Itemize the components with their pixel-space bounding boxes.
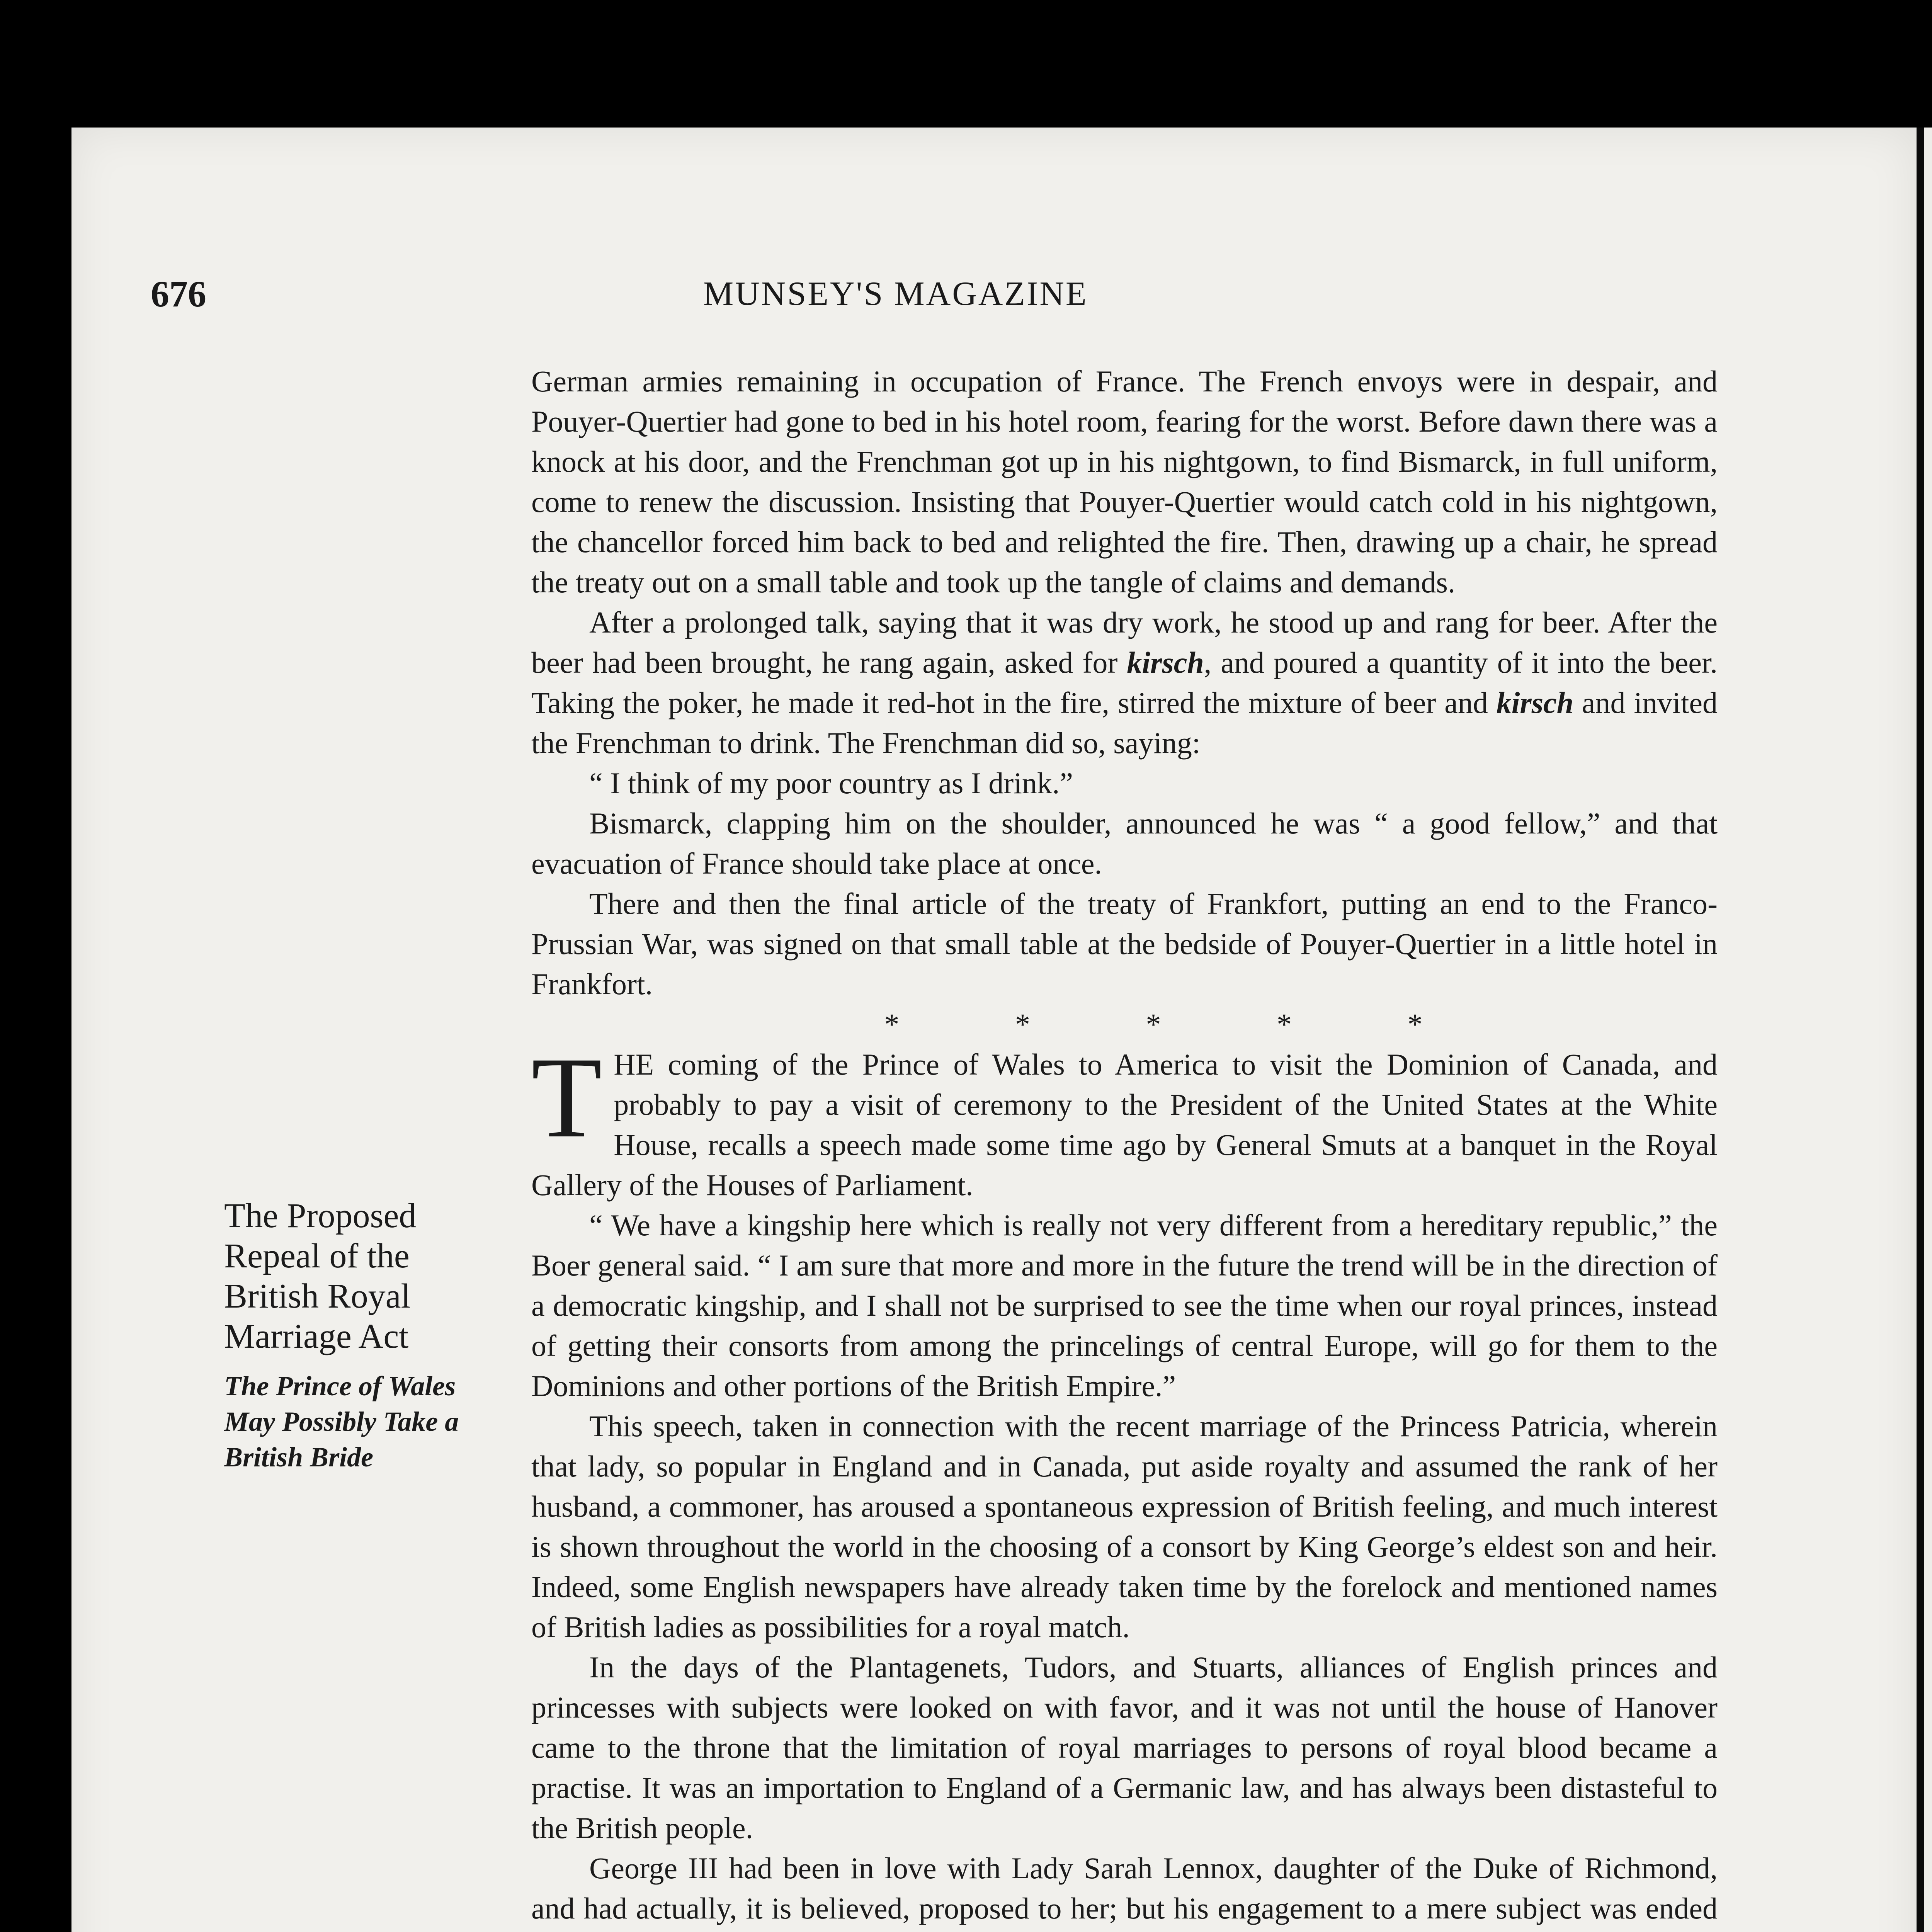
- page-gutter: [1917, 128, 1925, 1932]
- paragraph: Bismarck, clapping him on the shoulder, announced he was “ a good fellow,” and that evacuation of France should take place at once.: [531, 806, 1718, 880]
- paragraph: This speech, taken in connection with the recent marriage of the Princess Patricia, wherein that lady, so popular in England and in Canada, put aside royalty and assumed the rank of her husband, a commoner, has aroused a spontaneous expression of British feeling, and much interest is shown throughout the world in the choosing of a consort by King George’s eldest son and heir. Indeed, some English newspapers have already taken time by the forelock and mentioned names of British ladies as possibilities for a royal match.: [531, 1409, 1718, 1644]
- running-head: MUNSEY'S MAGAZINE: [703, 275, 1088, 313]
- sidebar-notes: [224, 1196, 471, 1475]
- paragraph: In the days of the Plantagenets, Tudors, and Stuarts, alliances of English princes and princesses with subjects were looked on with favor, and it was not until the house of Hanover came to the throne that the limitation of royal marriages to persons of royal blood became a practise. It was an importation to England of a Germanic law, and has always been distasteful to the British people.: [531, 1650, 1718, 1845]
- sidebar-heading: The Proposed Repeal of the British Royal Marriage Act: [224, 1197, 417, 1355]
- italic-word: kirsch: [1496, 686, 1574, 719]
- page-number: 676: [151, 273, 206, 315]
- paragraph: George III had been in love with Lady Sarah Lennox, daughter of the Duke of Richmond, and had actually, it is believed, proposed to her; but his engagement to a mere subject was ended: [531, 1851, 1718, 1925]
- sidebar-subheading: The Prince of Wales May Possibly Take a British Bride: [224, 1371, 459, 1473]
- paragraph: “ I think of my poor country as I drink.”: [589, 766, 1073, 800]
- paragraph: German armies remaining in occupation of France. The French envoys were in despair, and Pouyer-Quertier had gone to bed in his hotel room, fearing for the worst. Before dawn there was a knock at his door, and the Frenchman got up in his nightgown, to find Bismarck, in full uniform, come to renew the discussion. Insisting that Pouyer-Quertier would catch cold in his nightgown, the chancellor forced him back to bed and relighted the fire. Then, drawing up a chair, he spread the treaty out on a small table and took up the tangle of claims and demands.: [531, 364, 1718, 599]
- drop-cap: T: [531, 1033, 602, 1162]
- first-paragraph-text: HE coming of the Prince of Wales to America to visit the Dominion of Canada, and probably to pay a visit of ceremony to the President of the United States at the White House, recalls a speech made some time ago by General Smuts at a banquet in the Royal Gallery of the Houses of Parliament.: [531, 1048, 1718, 1202]
- paragraph: After a prolonged talk, saying that it was dry work, he stood up and rang for beer. After the beer had been brought, he rang again, asked for kirsch, and poured a quantity of it into the beer. Taking the poker, he made it red-hot in the fire, stirred the mixture of beer and kirsch and invited the Frenchman to drink. The Frenchman did so, saying:: [531, 605, 1718, 760]
- paragraph: “ We have a kingship here which is really not very different from a hereditary republic,” the Boer general said. “ I am sure that more and more in the future the trend will be in the direction of a democratic kingship, and I shall not be surprised to see the time when our royal princes, instead of getting their consorts from among the princelings of central Europe, will go for them to the Dominions and other portions of the British Empire.”: [531, 1208, 1718, 1403]
- facing-page-edge: [1924, 128, 1932, 1932]
- section-first-paragraph: [531, 1033, 1718, 1205]
- article-body: [531, 361, 1718, 1932]
- paragraph: There and then the final article of the treaty of Frankfort, putting an end to the Franco-Prussian War, was signed on that small table at the bedside of Pouyer-Quertier in a little hotel in Frankfort.: [531, 887, 1718, 1001]
- section-separator: * * * * *: [884, 1007, 1477, 1041]
- italic-word: kirsch: [1127, 646, 1204, 679]
